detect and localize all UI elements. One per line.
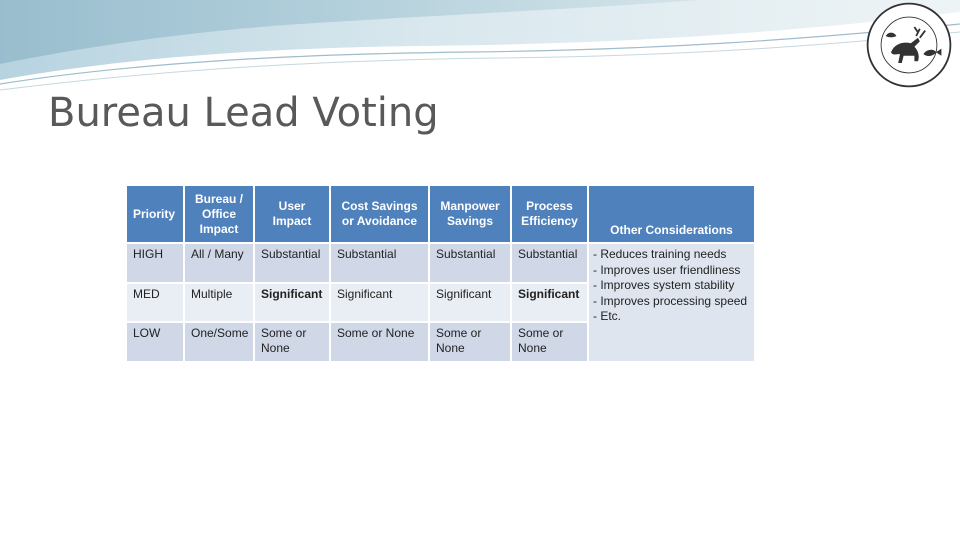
cell-manpower-savings: Significant [429, 283, 511, 322]
header-priority: Priority [126, 185, 184, 243]
cell-process-efficiency: Substantial [511, 243, 588, 283]
cell-bureau-office-impact: Multiple [184, 283, 254, 322]
header-manpower-savings: Manpower Savings [429, 185, 511, 243]
table-header-row [126, 185, 755, 243]
slide-title: Bureau Lead Voting [48, 90, 439, 136]
list-item: - Improves system stability [593, 278, 748, 294]
list-item: - Improves processing speed [593, 294, 748, 310]
header-swoosh-banner [0, 0, 960, 100]
other-considerations-list [593, 247, 748, 325]
list-item: - Etc. [593, 309, 748, 325]
cell-cost-savings: Substantial [330, 243, 429, 283]
cell-process-efficiency: Some or None [511, 322, 588, 362]
cell-bureau-office-impact: All / Many [184, 243, 254, 283]
cell-priority: HIGH [126, 243, 184, 283]
cell-manpower-savings: Some or None [429, 322, 511, 362]
header-bureau-office-impact: Bureau / Office Impact [184, 185, 254, 243]
list-item: - Reduces training needs [593, 247, 748, 263]
cell-manpower-savings: Substantial [429, 243, 511, 283]
cell-cost-savings: Significant [330, 283, 429, 322]
cell-process-efficiency: Significant [511, 283, 588, 322]
list-item: - Improves user friendliness [593, 263, 748, 279]
cell-user-impact: Significant [254, 283, 330, 322]
cell-cost-savings: Some or None [330, 322, 429, 362]
header-user-impact: User Impact [254, 185, 330, 243]
cell-user-impact: Some or None [254, 322, 330, 362]
header-other-considerations: Other Considerations [588, 185, 755, 243]
cell-priority: LOW [126, 322, 184, 362]
bureau-lead-voting-table [125, 184, 756, 363]
table-row-high [126, 243, 755, 283]
header-cost-savings: Cost Savings or Avoidance [330, 185, 429, 243]
cell-user-impact: Substantial [254, 243, 330, 283]
cell-priority: MED [126, 283, 184, 322]
other-considerations-cell [588, 243, 755, 362]
cell-bureau-office-impact: One/Some [184, 322, 254, 362]
header-process-efficiency: Process Efficiency [511, 185, 588, 243]
wildlife-sport-fish-restoration-seal-icon [864, 0, 954, 90]
